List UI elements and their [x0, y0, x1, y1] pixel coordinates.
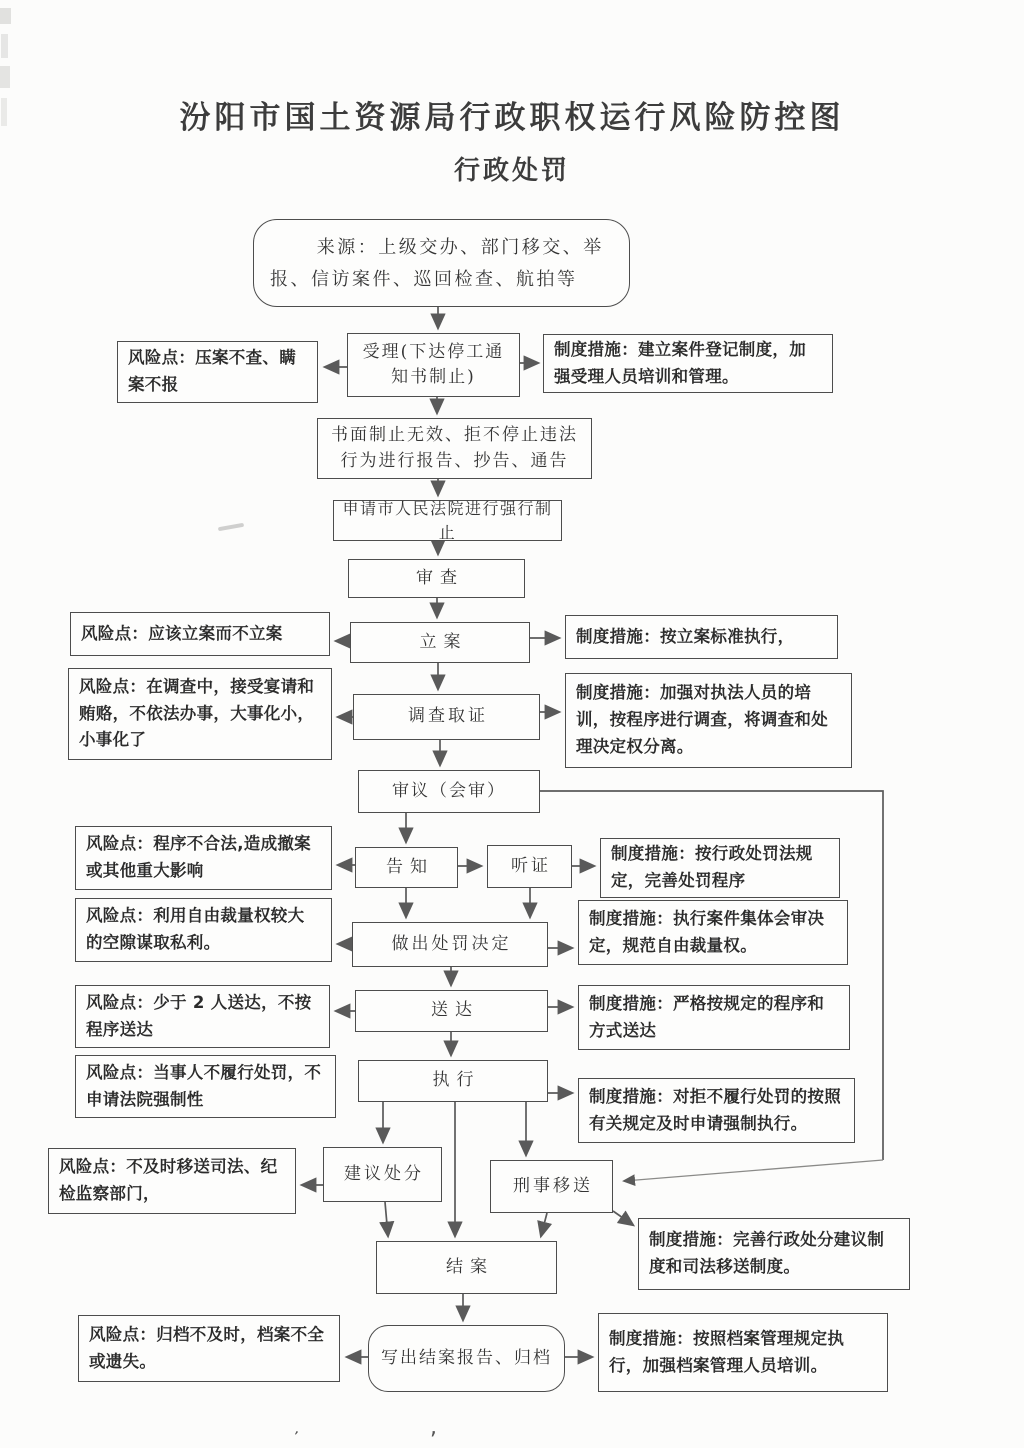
node-notify: 告知 — [355, 847, 458, 888]
node-investigate: 调查取证 — [353, 694, 540, 740]
node-close-case: 结案 — [376, 1241, 557, 1294]
risk-accept: 风险点：压案不查、瞒案不报 — [117, 341, 318, 403]
measure-investigate: 制度措施：加强对执法人员的培训，按程序进行调查，将调查和处理决定权分离。 — [565, 673, 852, 768]
node-review: 审查 — [348, 559, 525, 598]
scan-mark-comma: , — [430, 1415, 437, 1440]
node-hearing: 听证 — [487, 845, 572, 888]
measure-archive: 制度措施：按照档案管理规定执行，加强档案管理人员培训。 — [598, 1313, 888, 1392]
risk-notify: 风险点：程序不合法,造成撤案或其他重大影响 — [75, 826, 332, 890]
scan-artifact — [0, 8, 11, 24]
node-filing: 立案 — [350, 622, 530, 663]
page-title: 汾阳市国土资源局行政职权运行风险防控图 — [179, 100, 845, 136]
node-written-stop: 书面制止无效、拒不停止违法行为进行报告、抄告、通告 — [317, 418, 592, 479]
risk-transfer: 风险点：不及时移送司法、纪检监察部门， — [48, 1148, 296, 1214]
measure-execute: 制度措施：对拒不履行处罚的按照有关规定及时申请强制执行。 — [578, 1078, 855, 1143]
node-decision: 做出处罚决定 — [352, 922, 548, 967]
node-accept: 受理(下达停工通知书制止) — [347, 333, 520, 397]
risk-execute: 风险点：当事人不履行处罚，不申请法院强制性 — [75, 1055, 336, 1118]
measure-decision: 制度措施：执行案件集体会审决定，规范自由裁量权。 — [578, 900, 848, 965]
scan-artifact — [1, 34, 8, 58]
measure-notify: 制度措施：按行政处罚法规定，完善处罚程序 — [600, 838, 840, 898]
measure-accept: 制度措施：建立案件登记制度，加强受理人员培训和管理。 — [543, 334, 833, 393]
risk-investigate: 风险点：在调查中，接受宴请和贿赂，不依法办事，大事化小，小事化了 — [68, 668, 332, 760]
risk-archive: 风险点：归档不及时，档案不全或遗失。 — [78, 1315, 340, 1382]
risk-decision: 风险点：利用自由裁量权较大的空隙谋取私利。 — [75, 898, 332, 962]
scan-artifact — [1, 98, 7, 126]
scan-mark-tick: ’ — [290, 1427, 300, 1447]
node-criminal-transfer: 刑事移送 — [490, 1160, 613, 1213]
node-deliver: 送达 — [355, 990, 548, 1032]
measure-filing: 制度措施：按立案标准执行， — [565, 615, 838, 659]
measure-deliver: 制度措施：严格按规定的程序和方式送达 — [578, 985, 850, 1050]
risk-filing: 风险点：应该立案而不立案 — [70, 612, 330, 656]
node-execute: 执行 — [358, 1060, 548, 1102]
risk-deliver: 风险点：少于 2 人送达，不按程序送达 — [75, 985, 330, 1048]
page-subtitle: 行政处罚 — [453, 156, 570, 186]
node-apply-court: 申请市人民法院进行强行制止 — [333, 500, 562, 541]
measure-transfer: 制度措施：完善行政处分建议制度和司法移送制度。 — [638, 1218, 910, 1290]
node-report-archive: 写出结案报告、归档 — [368, 1325, 565, 1392]
scan-artifact — [0, 66, 10, 88]
node-source: 来源：上级交办、部门移交、举报、信访案件、巡回检查、航拍等 — [253, 219, 630, 307]
node-suggest-discipline: 建议处分 — [323, 1147, 442, 1202]
node-deliberate: 审议（会审） — [358, 770, 540, 813]
